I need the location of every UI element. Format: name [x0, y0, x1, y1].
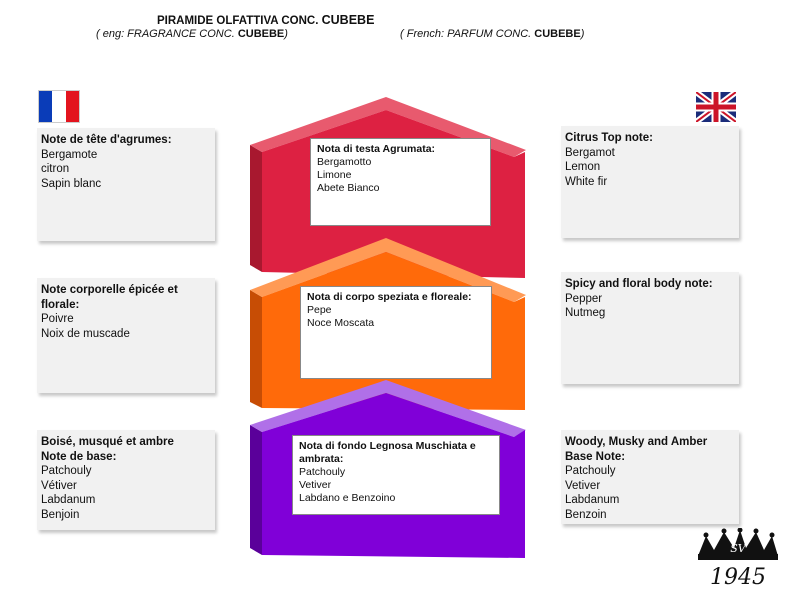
list-item: Abete Bianco: [317, 182, 380, 194]
french-base-title-2: Note de base:: [41, 450, 117, 463]
list-item: Lemon: [565, 161, 601, 173]
italian-base-title: Nota di fondo Legnosa Muschiata e ambrata:: [299, 440, 476, 465]
crown-icon: [692, 528, 782, 592]
list-item: Nutmeg: [565, 307, 606, 319]
list-item: Patchouly: [299, 466, 346, 478]
english-middle-card: [561, 272, 739, 384]
list-item: Noce Moscata: [307, 317, 375, 329]
list-item: White fir: [565, 175, 608, 188]
list-item: Pepe: [307, 304, 332, 316]
title-brand: CUBEBE: [321, 13, 375, 27]
list-item: Patchouly: [41, 465, 92, 477]
italian-base-box: [292, 435, 500, 515]
list-item: Pepper: [565, 292, 603, 305]
eng-prefix: ( eng: FRAGRANCE CONC.: [96, 28, 238, 40]
italian-middle-title: Nota di corpo speziata e floreale:: [307, 291, 472, 303]
list-item: Bergamote: [41, 148, 98, 161]
top-tier-side: [250, 145, 262, 272]
english-top-title: Citrus Top note:: [565, 132, 653, 144]
seal-monogram: SV: [730, 542, 746, 555]
list-item: Labdanum: [565, 494, 620, 506]
list-item: Labdanum: [41, 494, 96, 506]
french-top-title: Note de tête d'agrumes:: [41, 134, 172, 146]
list-item: Limone: [317, 169, 352, 181]
italian-middle-box: [300, 286, 492, 379]
list-item: citron: [41, 163, 70, 175]
french-base-title-1: Boisé, musqué et ambre: [41, 436, 174, 448]
eng-brand: CUBEBE: [237, 28, 285, 40]
english-top-card: [561, 126, 739, 238]
english-middle-title: Spicy and floral body note:: [565, 278, 713, 290]
list-item: Poivre: [41, 313, 74, 325]
list-item: Sapin blanc: [41, 177, 102, 190]
list-item: Vetiver: [299, 479, 332, 491]
base-tier-side: [250, 425, 262, 555]
english-base-title-1: Woody, Musky and Amber: [565, 436, 708, 448]
french-middle-title: Note corporelle épicée et florale:: [41, 284, 178, 311]
list-item: Noix de muscade: [41, 327, 130, 340]
english-base-title-2: Base Note:: [565, 450, 626, 463]
list-item: Bergamotto: [317, 156, 372, 168]
list-item: Benjoin: [41, 508, 80, 521]
fr-brand: CUBEBE: [534, 28, 581, 40]
eng-suffix: ): [284, 28, 288, 40]
list-item: Vétiver: [41, 479, 77, 492]
seal-year: 1945: [710, 565, 766, 590]
list-item: Vetiver: [565, 479, 601, 492]
brand-seal-logo: [692, 528, 782, 592]
french-top-card: [37, 128, 215, 241]
french-base-card: [37, 430, 215, 530]
list-item: Benzoin: [565, 508, 607, 521]
english-base-card: [561, 430, 739, 524]
list-item: Patchouly: [565, 465, 616, 477]
french-middle-card: [37, 278, 215, 393]
title-text: PIRAMIDE OLFATTIVA CONC.: [157, 15, 319, 27]
italian-top-box: [310, 138, 491, 226]
fr-prefix: ( French: PARFUM CONC.: [400, 28, 535, 40]
list-item: Labdano e Benzoino: [299, 492, 396, 504]
fr-suffix: ): [580, 28, 585, 40]
list-item: Bergamot: [565, 146, 615, 159]
middle-tier-side: [250, 290, 262, 408]
italian-top-title: Nota di testa Agrumata:: [317, 143, 436, 155]
